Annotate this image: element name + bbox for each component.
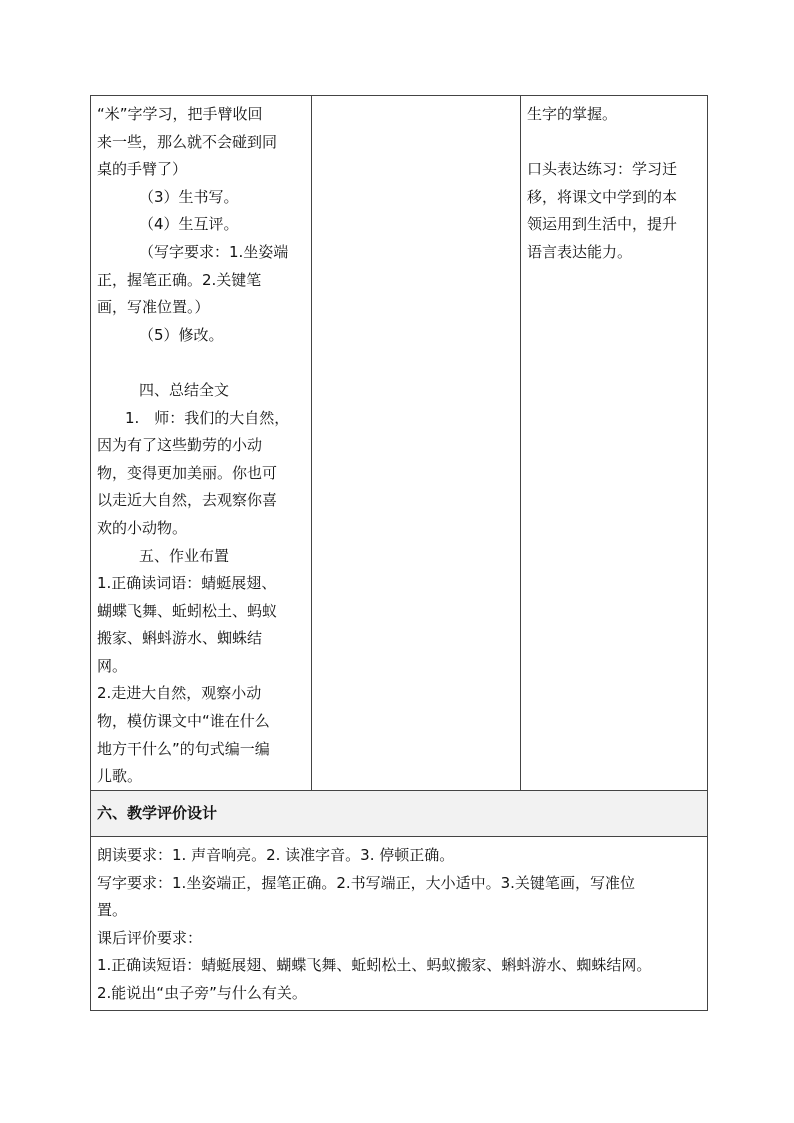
- text-line: 置。: [97, 901, 128, 920]
- design-intent-cell: [521, 96, 708, 791]
- text-line: 网。: [97, 656, 128, 675]
- text-line: 来一些，那么就不会碰到同: [97, 132, 278, 151]
- text-line: 2.能说出“虫子旁”与什么有关。: [97, 983, 307, 1002]
- text-line: “米”字学习，把手臂收回: [97, 105, 263, 123]
- student-activity-cell: [312, 96, 521, 791]
- text-line: 1.正确读词语：蜻蜓展翅、: [97, 574, 277, 593]
- section-title: 六、教学评价设计: [97, 804, 218, 822]
- text-line: 课后评价要求：: [97, 928, 203, 947]
- text-line: 领运用到生活中，提升: [527, 215, 678, 234]
- blank-line: [527, 129, 701, 157]
- text-line: （5）修改。: [139, 325, 224, 344]
- teaching-process-text: [91, 96, 311, 790]
- text-line: 朗读要求：1. 声音响亮。2. 读准字音。3. 停顿正确。: [97, 846, 455, 864]
- content-row: [91, 96, 708, 791]
- text-line: 蝴蝶飞舞、蚯蚓松土、蚂蚁: [97, 601, 278, 620]
- text-line: 写字要求：1.坐姿端正，握笔正确。2.书写端正，大小适中。3.关键笔画，写准位: [97, 873, 635, 892]
- text-line: （4）生互评。: [139, 215, 239, 234]
- section-heading: 五、作业布置: [139, 546, 230, 565]
- text-line: 生字的掌握。: [527, 105, 618, 123]
- text-line: 口头表达练习：学习迁: [527, 160, 678, 179]
- text-line: 1. 师：我们的大自然，: [125, 408, 290, 427]
- text-line: 桌的手臂了）: [97, 160, 188, 179]
- section-header-cell: [91, 791, 708, 837]
- text-line: 语言表达能力。: [527, 242, 633, 261]
- text-line: （写字要求：1.坐姿端: [139, 242, 289, 261]
- teaching-process-cell: [91, 96, 312, 791]
- text-line: 物，模仿课文中“谁在什么: [97, 712, 270, 731]
- text-line: 移，将课文中学到的本: [527, 187, 678, 206]
- text-line: 因为有了这些勤劳的小动: [97, 436, 263, 455]
- text-line: 1.正确读短语：蜻蜓展翅、蝴蝶飞舞、蚯蚓松土、蚂蚁搬家、蝌蚪游水、蜘蛛结网。: [97, 956, 652, 975]
- text-line: （3）生书写。: [139, 187, 239, 206]
- text-line: 儿歌。: [97, 767, 143, 786]
- evaluation-text: [91, 837, 707, 1010]
- text-line: 物，变得更加美丽。你也可: [97, 463, 278, 482]
- text-line: 正，握笔正确。2.关键笔: [97, 270, 262, 289]
- lesson-plan-table: [90, 95, 708, 1011]
- text-line: 地方干什么”的句式编一编: [97, 739, 270, 758]
- section-heading: 四、总结全文: [139, 380, 230, 399]
- section-header-row: [91, 791, 708, 837]
- evaluation-cell: [91, 837, 708, 1011]
- evaluation-row: [91, 837, 708, 1011]
- design-intent-text: [521, 96, 707, 267]
- text-line: 搬家、蝌蚪游水、蜘蛛结: [97, 629, 263, 648]
- text-line: 2.走进大自然，观察小动: [97, 684, 262, 703]
- blank-line: [97, 349, 307, 377]
- text-line: 欢的小动物。: [97, 518, 188, 537]
- text-line: 以走近大自然，去观察你喜: [97, 491, 278, 510]
- text-line: 画，写准位置。）: [97, 298, 210, 317]
